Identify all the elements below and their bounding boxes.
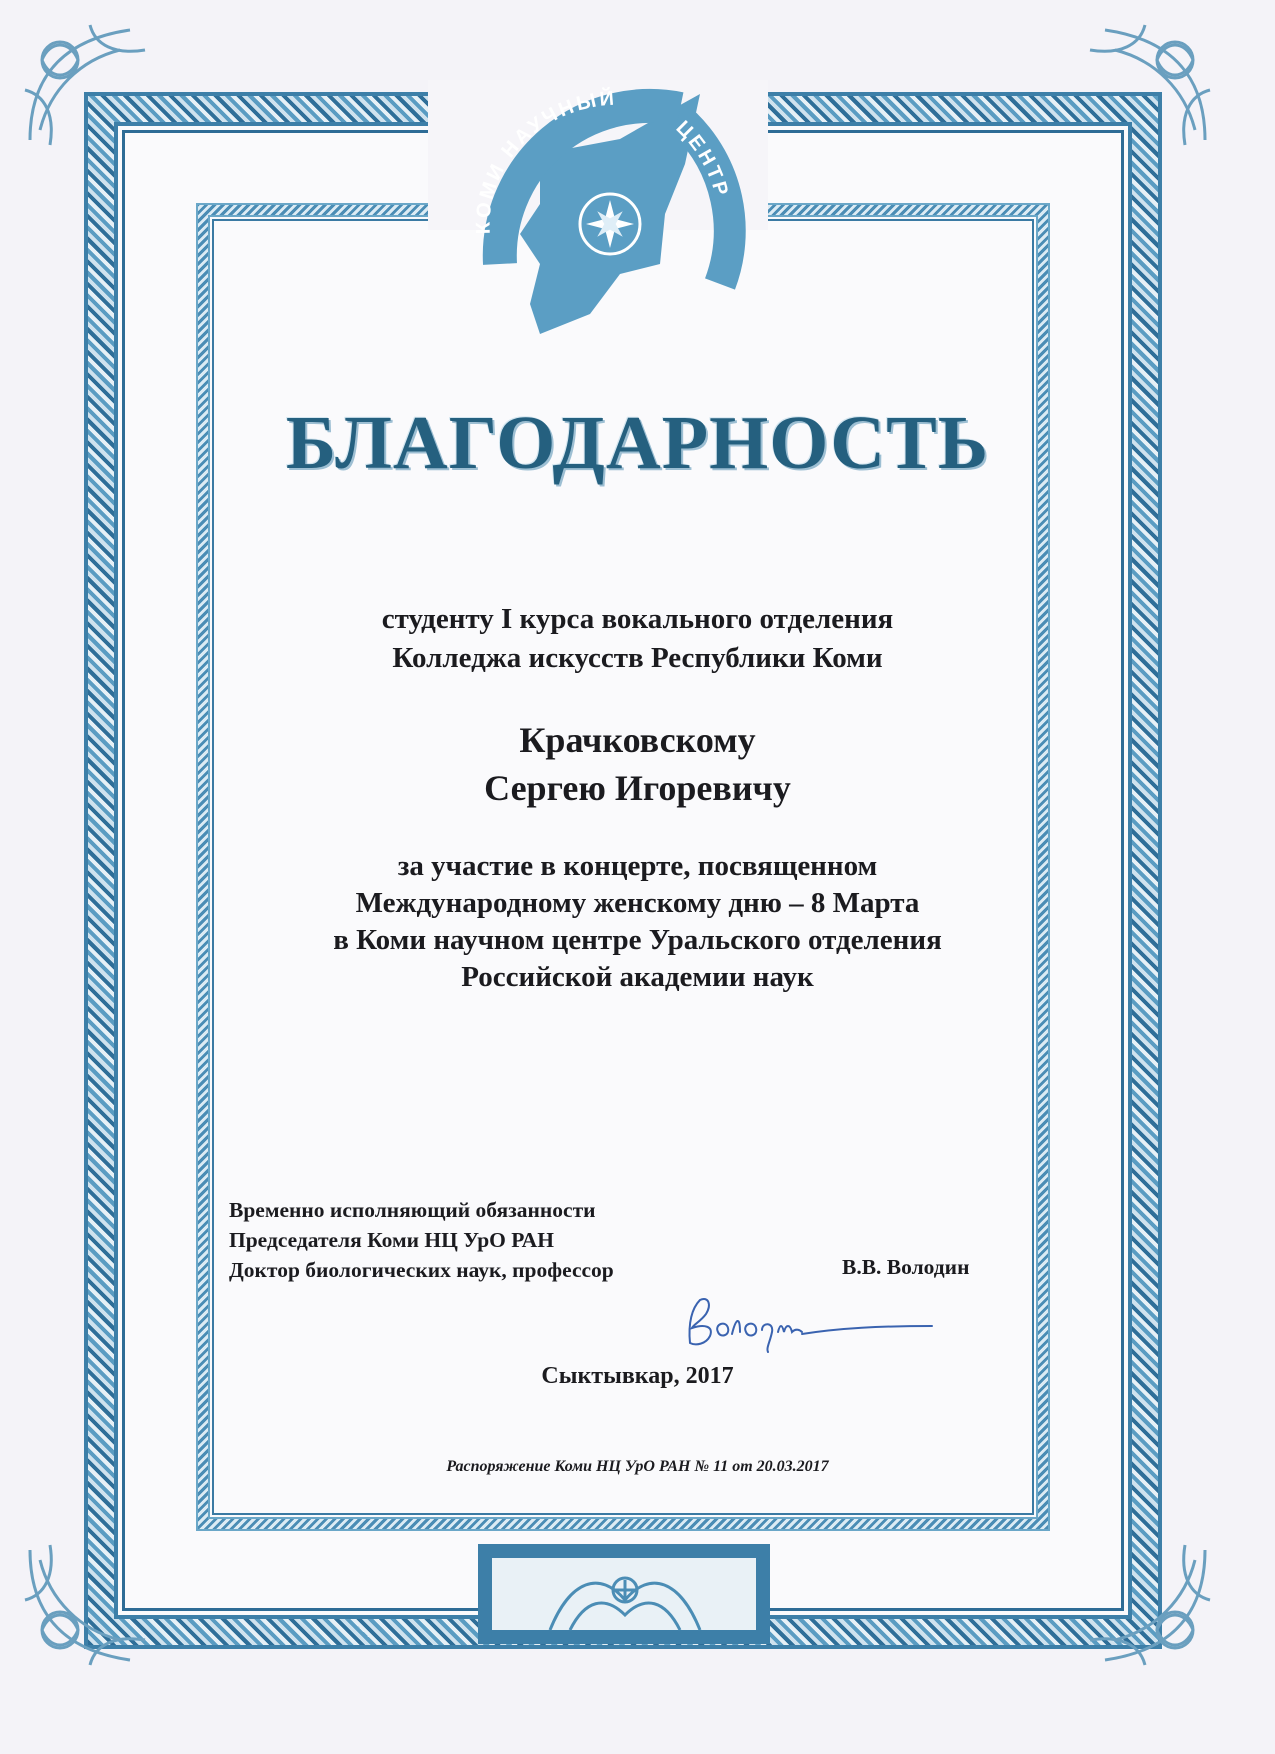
emblem-text-right: ЦЕНТР: [671, 116, 733, 201]
award-reason-line: в Коми научном центре Уральского отделения: [333, 924, 942, 956]
corner-ornament-icon: [1085, 1540, 1215, 1670]
komi-science-center-emblem-icon: [470, 84, 770, 364]
signatory-line: Председателя Коми НЦ УрО РАН: [229, 1228, 554, 1252]
recipient-name-line: Крачковскому: [519, 720, 756, 760]
bottom-ornament-icon: [540, 1560, 710, 1640]
handwritten-signature: [670, 1288, 940, 1358]
signatory-line: Временно исполняющий обязанности: [229, 1198, 596, 1222]
order-reference: Распоряжение Коми НЦ УрО РАН № 11 от 20.03.2017: [446, 1458, 829, 1475]
signatory-block: [229, 1195, 614, 1285]
recipient-name-line: Сергею Игоревичу: [484, 768, 791, 808]
recipient-role-line: Колледжа искусств Республики Коми: [392, 642, 883, 674]
award-reason-line: Международному женскому дню – 8 Марта: [355, 887, 920, 919]
corner-ornament-icon: [1085, 20, 1215, 150]
signatory-line: Доктор биологических наук, профессор: [229, 1258, 614, 1282]
award-reason: [0, 848, 1275, 996]
city-year: Сыктывкар, 2017: [541, 1363, 734, 1389]
corner-ornament-icon: [20, 20, 150, 150]
corner-ornament-icon: [20, 1540, 150, 1670]
certificate-title: БЛАГОДАРНОСТЬ: [285, 401, 990, 485]
award-reason-line: за участие в концерте, посвященном: [397, 850, 878, 882]
recipient-name: [0, 716, 1275, 812]
signer-name: В.В. Володин: [842, 1255, 970, 1279]
emblem-text-top: КОМИ НАУЧНЫЙ: [472, 87, 618, 235]
recipient-role: [0, 600, 1275, 678]
award-reason-line: Российской академии наук: [461, 961, 814, 993]
recipient-role-line: студенту I курса вокального отделения: [381, 603, 894, 635]
